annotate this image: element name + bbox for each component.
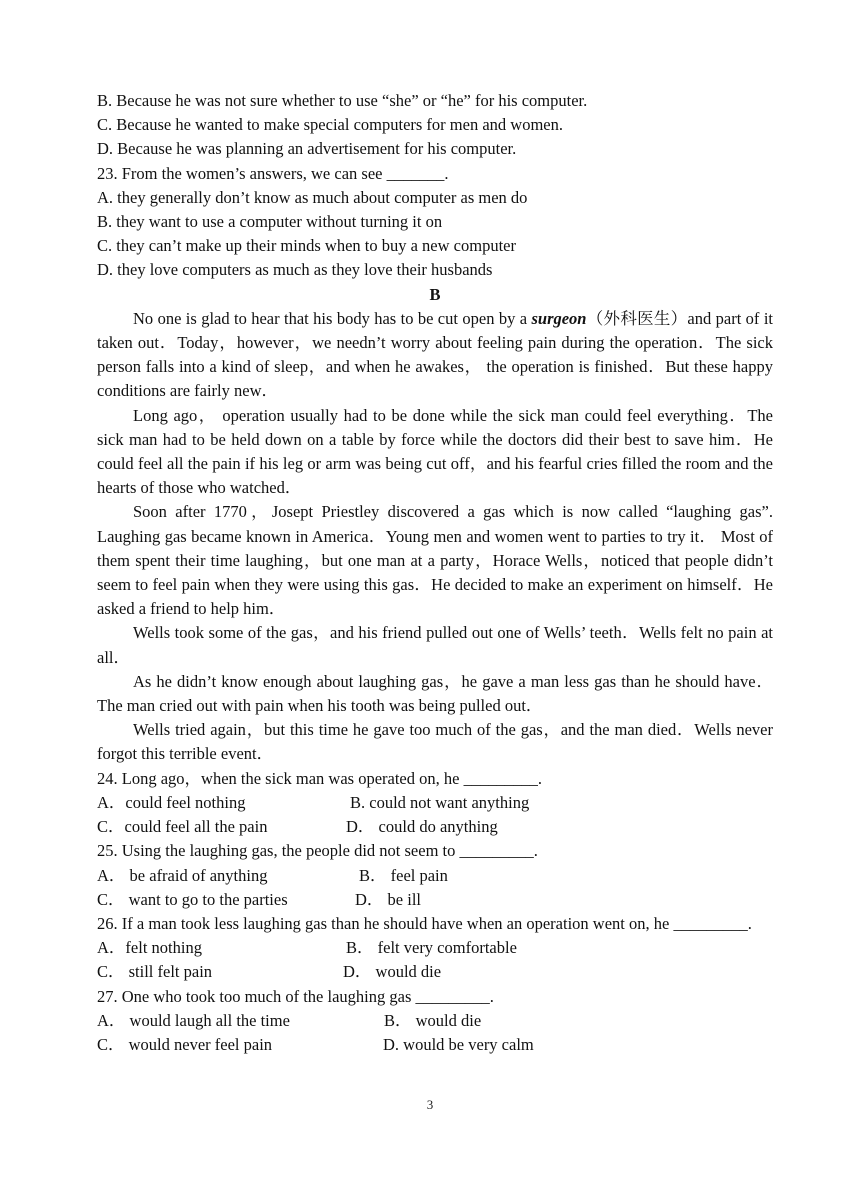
option-a: A．could feel nothing: [97, 792, 246, 812]
passage-paragraph: Soon after 1770，Josept Priestley discovered a gas which is now called “laughing gas”. Laughing gas became known in America．Young men and women went to parties to try it． Most of them spent their time laughing，but one man at a party，Horace Wells，noticed that people didn’t seem to feel pain when they were using this gas．He decided to make an experiment on himself．He asked a friend to help him．: [97, 502, 773, 619]
passage-paragraph: Wells tried again，but this time he gave too much of the gas，and the man died．Wells never forgot this terrible event．: [97, 720, 773, 764]
option-row: [97, 1009, 773, 1033]
option-line: B. Because he was not sure whether to use “she” or “he” for his computer.: [97, 91, 588, 110]
passage-text: （外科医生）and part of it taken out．Today，however，we needn’t worry about feeling pain during the operation．The sick person falls into a kind of sleep，and when he awakes， the operation is finished．But these happy conditions are fairly new．: [97, 308, 773, 401]
section-heading: B: [429, 284, 441, 304]
passage-paragraph: Long ago， operation usually had to be done while the sick man could feel everything．The sick man had to be held down on a table by force while the doctors did their best to save him．He could feel all the pain if his leg or arm was being cut off，and his fearful cries filled the room and the hearts of those who watched．: [97, 405, 773, 498]
option-a: A．felt nothing: [97, 938, 202, 958]
option-c: C． want to go to the parties: [97, 889, 288, 909]
option-a: A． would laugh all the time: [97, 1010, 290, 1030]
document-page: [97, 89, 773, 1057]
passage-paragraph: [97, 307, 773, 404]
question-stem: 24. Long ago，when the sick man was operated on, he _________.: [97, 768, 542, 788]
question-stem: 26. If a man took less laughing gas than he should have when an operation went on, he _________.: [97, 913, 752, 933]
option-line: A. they generally don’t know as much about computer as men do: [97, 187, 528, 207]
option-row: [97, 1033, 773, 1057]
option-line: C. they can’t make up their minds when to buy a new computer: [97, 236, 516, 256]
passage-paragraph: Wells took some of the gas，and his friend pulled out one of Wells’ teeth．Wells felt no pain at all．: [97, 623, 773, 667]
option-d: D． could do anything: [346, 817, 498, 837]
passage-text: No one is glad to hear that his body has to be cut open by a: [133, 308, 532, 328]
question-stem: 23. From the women’s answers, we can see _______.: [97, 163, 449, 183]
option-row: [97, 888, 773, 912]
option-b: B． would die: [384, 1010, 482, 1030]
keyword-surgeon: surgeon: [531, 308, 587, 328]
option-row: [97, 960, 773, 984]
option-row: [97, 815, 773, 839]
option-line: C. Because he wanted to make special computers for men and women.: [97, 115, 563, 135]
option-c: C． still felt pain: [97, 962, 213, 982]
option-d: D． would die: [343, 962, 442, 982]
question-stem: 25. Using the laughing gas, the people did not seem to _________.: [97, 841, 538, 861]
option-b: B． feel pain: [359, 865, 448, 885]
option-d: D. would be very calm: [383, 1034, 534, 1054]
option-a: A． be afraid of anything: [97, 865, 268, 885]
option-c: C．could feel all the pain: [97, 817, 268, 837]
option-row: [97, 864, 773, 888]
option-row: [97, 936, 773, 960]
passage-paragraph: As he didn’t know enough about laughing gas，he gave a man less gas than he should have．The man cried out with pain when his tooth was being pulled out．: [97, 671, 773, 716]
option-row: [97, 791, 773, 815]
option-c: C． would never feel pain: [97, 1034, 273, 1054]
page-number: 3: [426, 1097, 434, 1112]
option-d: D． be ill: [355, 889, 421, 909]
option-line: D. they love computers as much as they love their husbands: [97, 260, 493, 280]
option-b: B. could not want anything: [350, 792, 530, 812]
option-line: D. Because he was planning an advertisement for his computer.: [97, 139, 517, 159]
option-line: B. they want to use a computer without turning it on: [97, 212, 443, 232]
question-stem: 27. One who took too much of the laughing gas _________.: [97, 986, 494, 1006]
option-b: B． felt very comfortable: [346, 938, 517, 958]
